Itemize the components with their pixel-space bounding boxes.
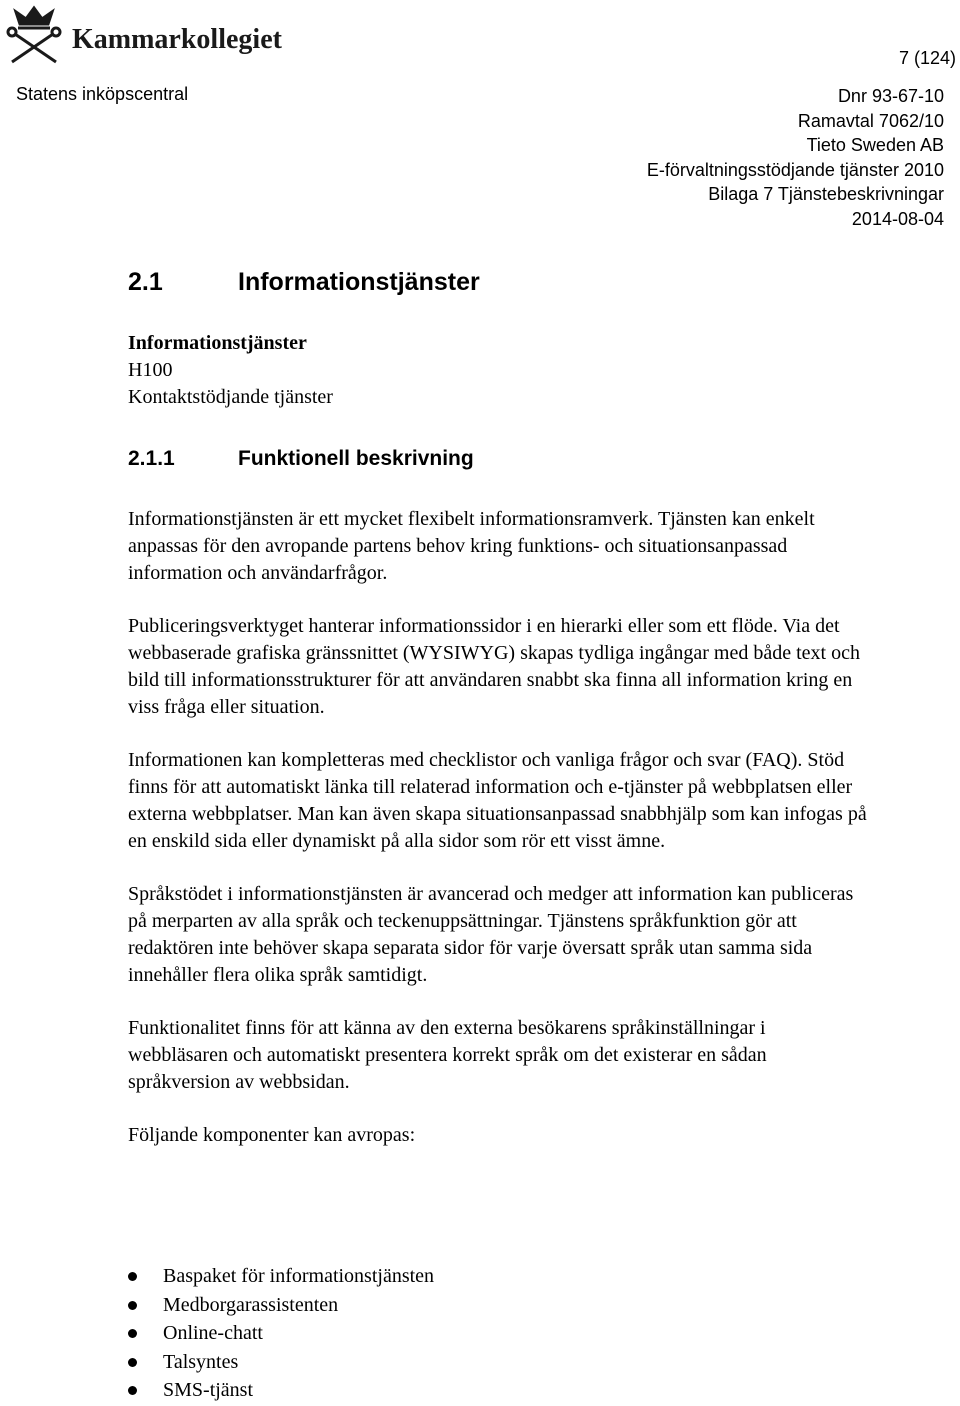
section-title: Informationstjänster <box>238 268 480 296</box>
service-name: Informationstjänster <box>128 332 307 354</box>
list-item-label: Online-chatt <box>163 1322 263 1345</box>
logo-wordmark: Kammarkollegiet <box>72 24 282 55</box>
meta-line: Dnr 93-67-10 <box>837 86 944 106</box>
kammarkollegiet-logo <box>4 4 324 68</box>
paragraph: Informationstjänsten är ett mycket flexibelt informationsramverk. Tjänsten kan enkelt anpassas för den avropande partens behov kring funktions- och situationsanpassad information och användarfrågor. <box>128 508 815 584</box>
list-item <box>128 1319 434 1348</box>
section-number: 2.1 <box>128 268 163 296</box>
component-list <box>128 1262 434 1405</box>
list-item-label: SMS-tjänst <box>163 1379 254 1402</box>
list-item <box>128 1291 434 1320</box>
service-intro <box>128 330 333 411</box>
section-heading <box>128 268 480 297</box>
subsection-number: 2.1.1 <box>128 447 175 470</box>
list-item <box>128 1348 434 1377</box>
page-number: 7 (124) <box>898 48 956 68</box>
list-item-label: Medborgarassistenten <box>163 1293 339 1316</box>
paragraph: Informationen kan kompletteras med checklistor och vanliga frågor och svar (FAQ). Stöd finns för att automatiskt länka till relaterad information och e-tjänster på webbplatsen eller externa webbplatser. Man kan även skapa situationsanpassad snabbhjälp som kan infogas på en enskild sida eller dynamiskt på alla sidor som rör ett visst ämne. <box>128 749 867 852</box>
bullet-icon <box>128 1272 137 1281</box>
service-category: Kontaktstödjande tjänster <box>128 386 333 408</box>
meta-line: E-förvaltningsstödjande tjänster 2010 <box>646 159 944 180</box>
list-item-label: Talsyntes <box>163 1350 239 1373</box>
paragraph: Funktionalitet finns för att känna av den externa besökarens språkinställningar i webbläsaren och automatiskt presentera korrekt språk om det existerar en sådan språkversion av webbsidan. <box>128 1017 767 1093</box>
body-text <box>128 506 868 1175</box>
meta-line: Ramavtal 7062/10 <box>797 110 944 131</box>
subsection-heading <box>128 447 474 471</box>
document-meta <box>647 84 944 231</box>
list-item-label: Baspaket för informationstjänsten <box>163 1265 435 1287</box>
bullet-icon <box>128 1301 137 1310</box>
crown-keys-icon <box>4 4 324 68</box>
meta-line: 2014-08-04 <box>851 208 944 229</box>
list-item <box>128 1376 434 1405</box>
paragraph: Språkstödet i informationstjänsten är avancerad och medger att information kan publiceras på merparten av alla språk och teckenuppsättningar. Tjänstens språkfunktion gör att redaktören inte behöver skapa separata sidor för varje översatt språk utan samma sida innehåller flera olika språk samtidigt. <box>128 883 854 986</box>
meta-line: Tieto Sweden AB <box>806 135 944 155</box>
paragraph: Följande komponenter kan avropas: <box>128 1124 416 1146</box>
organization-name: Statens inköpscentral <box>16 84 189 104</box>
bullet-icon <box>128 1386 137 1395</box>
bullet-icon <box>128 1358 137 1367</box>
meta-line: Bilaga 7 Tjänstebeskrivningar <box>708 184 944 204</box>
subsection-title: Funktionell beskrivning <box>238 447 474 470</box>
paragraph: Publiceringsverktyget hanterar informationssidor i en hierarki eller som ett flöde. Via det webbaserade grafiska gränssnittet (WYSIWYG) skapas tydliga ingångar med både text och bild till informationsstrukturer för att användaren snabbt ska finna all information kring en viss fråga eller situation. <box>128 615 860 718</box>
bullet-icon <box>128 1329 137 1338</box>
service-code: H100 <box>128 359 173 381</box>
list-item <box>128 1262 434 1291</box>
